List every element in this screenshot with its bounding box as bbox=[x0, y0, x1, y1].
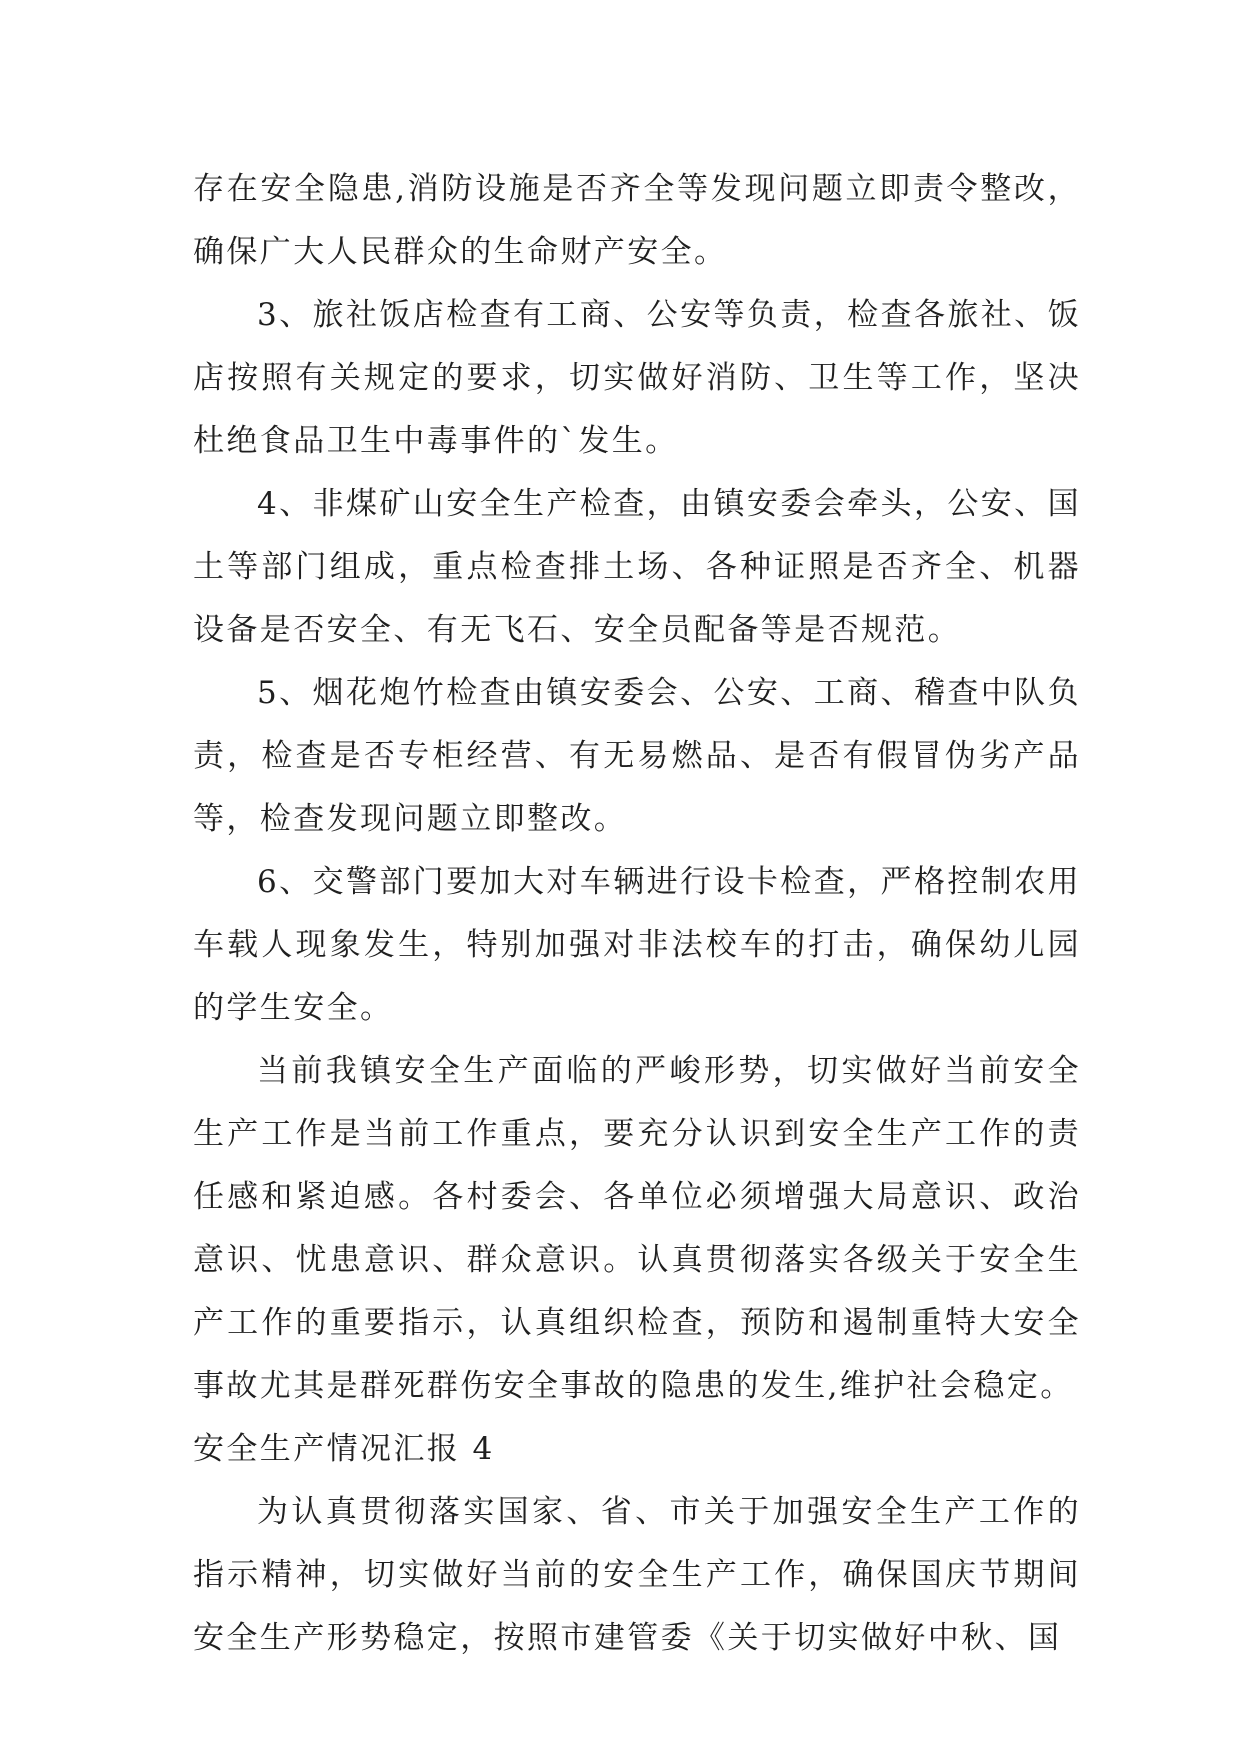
paragraph-summary: 当前我镇安全生产面临的严峻形势，切实做好当前安全生产工作是当前工作重点，要充分认识到安全生产工作的责任感和紧迫感。各村委会、各单位必须增强大局意识、政治意识、忧患意识、群众意识。认真贯彻落实各级关于安全生产工作的重要指示，认真组织检查，预防和遏制重特大安全事故尤其是群死群伤安全事故的隐患的发生,维护社会稳定。 bbox=[193, 1053, 1081, 1404]
paragraph-mine-inspection: 4、非煤矿山安全生产检查，由镇安委会牵头，公安、国土等部门组成，重点检查排土场、各种证照是否齐全、机器设备是否安全、有无飞石、安全员配备等是否规范。 bbox=[193, 486, 1081, 648]
paragraph-hotel-inspection: 3、旅社饭店检查有工商、公安等负责，检查各旅社、饭店按照有关规定的要求，切实做好消防、卫生等工作，坚决杜绝食品卫生中毒事件的`发生。 bbox=[193, 297, 1081, 459]
paragraph-fire-safety-continuation: 存在安全隐患,消防设施是否齐全等发现问题立即责令整改，确保广大人民群众的生命财产安全。 bbox=[193, 171, 1081, 270]
paragraph-closing: 为认真贯彻落实国家、省、市关于加强安全生产工作的指示精神，切实做好当前的安全生产工作，确保国庆节期间安全生产形势稳定，按照市建管委《关于切实做好中秋、国 bbox=[193, 1494, 1081, 1656]
paragraph-fireworks-inspection: 5、烟花炮竹检查由镇安委会、公安、工商、稽查中队负责，检查是否专柜经营、有无易燃品、是否有假冒伪劣产品等，检查发现问题立即整改。 bbox=[193, 675, 1081, 837]
document-body bbox=[193, 158, 1081, 1670]
section-heading: 安全生产情况汇报 4 bbox=[193, 1431, 495, 1467]
paragraph-traffic-inspection: 6、交警部门要加大对车辆进行设卡检查，严格控制农用车载人现象发生，特别加强对非法校车的打击，确保幼儿园的学生安全。 bbox=[193, 864, 1081, 1026]
